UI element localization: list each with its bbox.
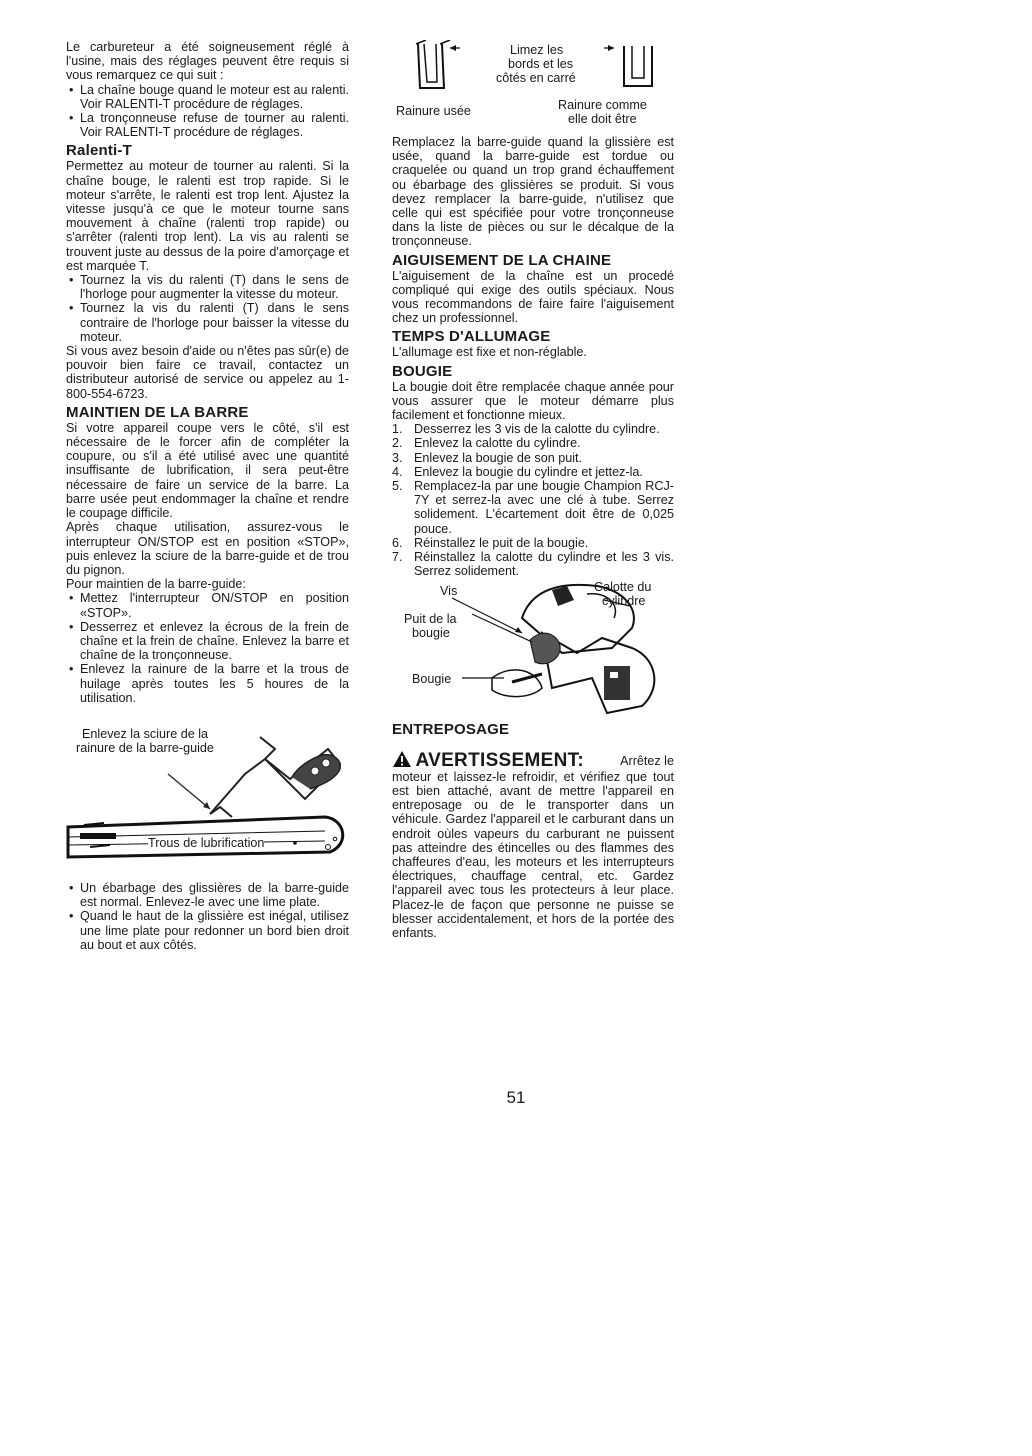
allumage-text: L'allumage est fixe et non-réglable. — [392, 345, 587, 360]
left-column — [66, 40, 349, 952]
list-item: • Desserrez et enlevez la écrous de la frein de chaîne et la frein de chaîne. Enlevez la barre et chaîne de la tronçonneuse. — [80, 620, 349, 663]
guide-bar-illustration — [60, 719, 345, 899]
barre-list — [66, 591, 349, 705]
list-item: • Tournez la vis du ralenti (T) dans le sens contraire de l'horloge pour baisser la vitesse du moteur. — [80, 301, 349, 344]
warning-triangle-icon — [392, 750, 412, 768]
worn-groove-label: Rainure usée — [396, 104, 471, 118]
list-item: • La chaîne bouge quand le moteur est au ralenti. Voir RALENTI-T procédure de réglages. — [80, 83, 349, 111]
list-item: 5. Remplacez-la par une bougie Champion RCJ-7Y et serrez-la avec une clé à tube. Serrez solidement. L'écartement doit être de 0,025 pouce. — [392, 479, 674, 536]
warning-heading: AVERTISSEMENT: — [415, 750, 585, 772]
list-item: 6. Réinstallez le puit de la bougie. — [392, 535, 589, 550]
sawdust-label-line1: Enlevez la sciure de la — [82, 726, 209, 741]
barre-paragraph-2: Après chaque utilisation, assurez-vous le interrupteur ON/STOP est en position «STOP», puis enlevez la sciure de la barre-guide et de trou du pignon. — [66, 520, 349, 577]
list-item: • Mettez l'interrupteur ON/STOP en position «STOP». — [80, 591, 349, 619]
warning-lead: Arrêtez le — [620, 754, 674, 769]
warning-text: moteur et laissez-le refroidir, et vérifiez que tout est bien attaché, avant de mettre l'appareil en entreposage ou de le transporter dans un véhicule. Gardez l'appareil et le carburant dans un endroit oùles vapeurs du carburant ne puissent pas atteindre des étincelles ou des flammes des chaffeures d'eau, les moteurs et les interrupteurs électriques, chauffage central, etc. Gardez l'appareil avec tous les protecteurs à leur place. Placez-le de façon que personne ne puisse se blesser accidentalement, et hors de la portée des enfants. — [392, 769, 674, 940]
lubrication-holes-label: Trous de lubrification — [148, 835, 265, 850]
ralenti-text: Permettez au moteur de tourner au ralenti. Si la chaîne bouge, le ralenti est trop rapide. Si le moteur s'arrête, le ralenti est trop lent. Ajustez la vitesse jusqu'à ce que le moteur tourne sans mouvement à chaîne (ralenti trop rapide) ou s'arrêter (ralenti trop lent). La vis au ralenti se trouvent juste au dessus de la poire d'amorçage et est marquée T. — [66, 159, 349, 273]
ralenti-list — [66, 273, 349, 344]
warning-line — [392, 750, 674, 772]
allumage-heading: TEMPS D'ALLUMAGE — [392, 328, 551, 346]
file-label-line2: bords et les — [508, 57, 574, 71]
list-item: 7. Réinstallez la calotte du cylindre et les 3 vis. Serrez solidement. — [392, 550, 674, 579]
page-number: 51 — [506, 1088, 526, 1107]
bougie-heading: BOUGIE — [392, 362, 453, 380]
barre-heading: MAINTIEN DE LA BARRE — [66, 403, 249, 421]
barre-paragraph-1: Si votre appareil coupe vers le côté, s'il est nécessaire de le forcer afin de compléter la coupure, ou s'il a été utilisé avec une quantité insuffisante de lubrification, il sera peut-être nécessaire de faire un service de la barre. La barre usée peut endommager la chaîne et rendre le coupage difficile. — [66, 420, 349, 521]
bougie-steps — [392, 422, 674, 578]
correct-groove-label-line1: Rainure comme — [558, 98, 647, 112]
puit-label-line1: Puit de la — [404, 612, 457, 627]
vis-label: Vis — [440, 584, 458, 599]
list-item: 4. Enlevez la bougie du cylindre et jettez-la. — [392, 464, 643, 479]
bar-replace-text: Remplacez la barre-guide quand la glissière est usée, quand la barre-guide est tordue ou craquelée ou quand un trop grand échauffement ou ébarbage des glissières se produit. Si vous devez remplacer la barre-guide, n'utilisez que celle qui est spécifiée pour votre tronçonneuse dans la liste de pièces ou sur le décalque de la tronçonneuse. — [392, 135, 674, 249]
bougie-text: La bougie doit être remplacée chaque année pour vous assurer que le moteur démarre plus facilement et fonctionne mieux. — [392, 379, 674, 423]
sawdust-label-line2: rainure de la barre-guide — [76, 740, 214, 755]
list-item: 1. Desserrez les 3 vis de la calotte du cylindre. — [392, 422, 660, 437]
list-item: • La tronçonneuse refuse de tourner au ralenti. Voir RALENTI-T procédure de réglages. — [80, 111, 349, 139]
list-item: • Un ébarbage des glissières de la barre-guide est normal. Enlevez-le avec une lime plate. — [80, 881, 349, 909]
bougie-label: Bougie — [412, 672, 452, 687]
entreposage-heading: ENTREPOSAGE — [392, 721, 510, 739]
carburetor-intro: Le carbureteur a été soigneusement réglé à l'usine, mais des réglages peuvent être requis si vous remarquez ce qui suit : — [66, 40, 349, 83]
guide-bar-figure — [66, 719, 349, 899]
aiguisement-text: L'aiguisement de la chaîne est un procedé compliqué qui exige des outils spéciaux. Nous vous recommandons de faire faire l'aiguisement chez un professionnel. — [392, 268, 674, 326]
file-label-line1: Limez les — [510, 43, 564, 57]
list-item: 2. Enlevez la calotte du cylindre. — [392, 436, 581, 451]
ralenti-heading: Ralenti-T — [66, 142, 132, 160]
file-label-line3: côtés en carré — [496, 71, 576, 85]
correct-groove-label-line2: elle doit être — [568, 112, 637, 126]
calotte-label-line1: Calotte du — [594, 580, 652, 595]
right-column — [392, 40, 674, 940]
rail-groove-figure — [392, 40, 674, 135]
carburetor-symptom-list — [66, 83, 349, 140]
spark-plug-figure — [392, 578, 674, 718]
barre-paragraph-3: Pour maintien de la barre-guide: — [66, 577, 246, 592]
puit-label-line2: bougie — [412, 626, 450, 641]
list-item: • Enlevez la rainure de la barre et la trous de huilage après toutes les 5 houres de la utilisation. — [80, 662, 349, 705]
aiguisement-heading: AIGUISEMENT DE LA CHAINE — [392, 251, 612, 269]
calotte-label-line2: cylindre — [602, 594, 646, 609]
list-item: • Quand le haut de la glissière est inégal, utilisez une lime plate pour redonner un bord bien droit au bout et aux côtés. — [80, 909, 349, 952]
ralenti-help: Si vous avez besoin d'aide ou n'êtes pas sûr(e) de pouvoir bien faire ce travail, contactez un distributeur autorisé de service ou appelez au 1-800-554-6723. — [66, 344, 349, 401]
list-item: • Tournez la vis du ralenti (T) dans le sens de l'horloge pour augmenter la vitesse du moteur. — [80, 273, 349, 301]
burr-list — [66, 881, 349, 952]
list-item: 3. Enlevez la bougie de son puit. — [392, 450, 583, 465]
